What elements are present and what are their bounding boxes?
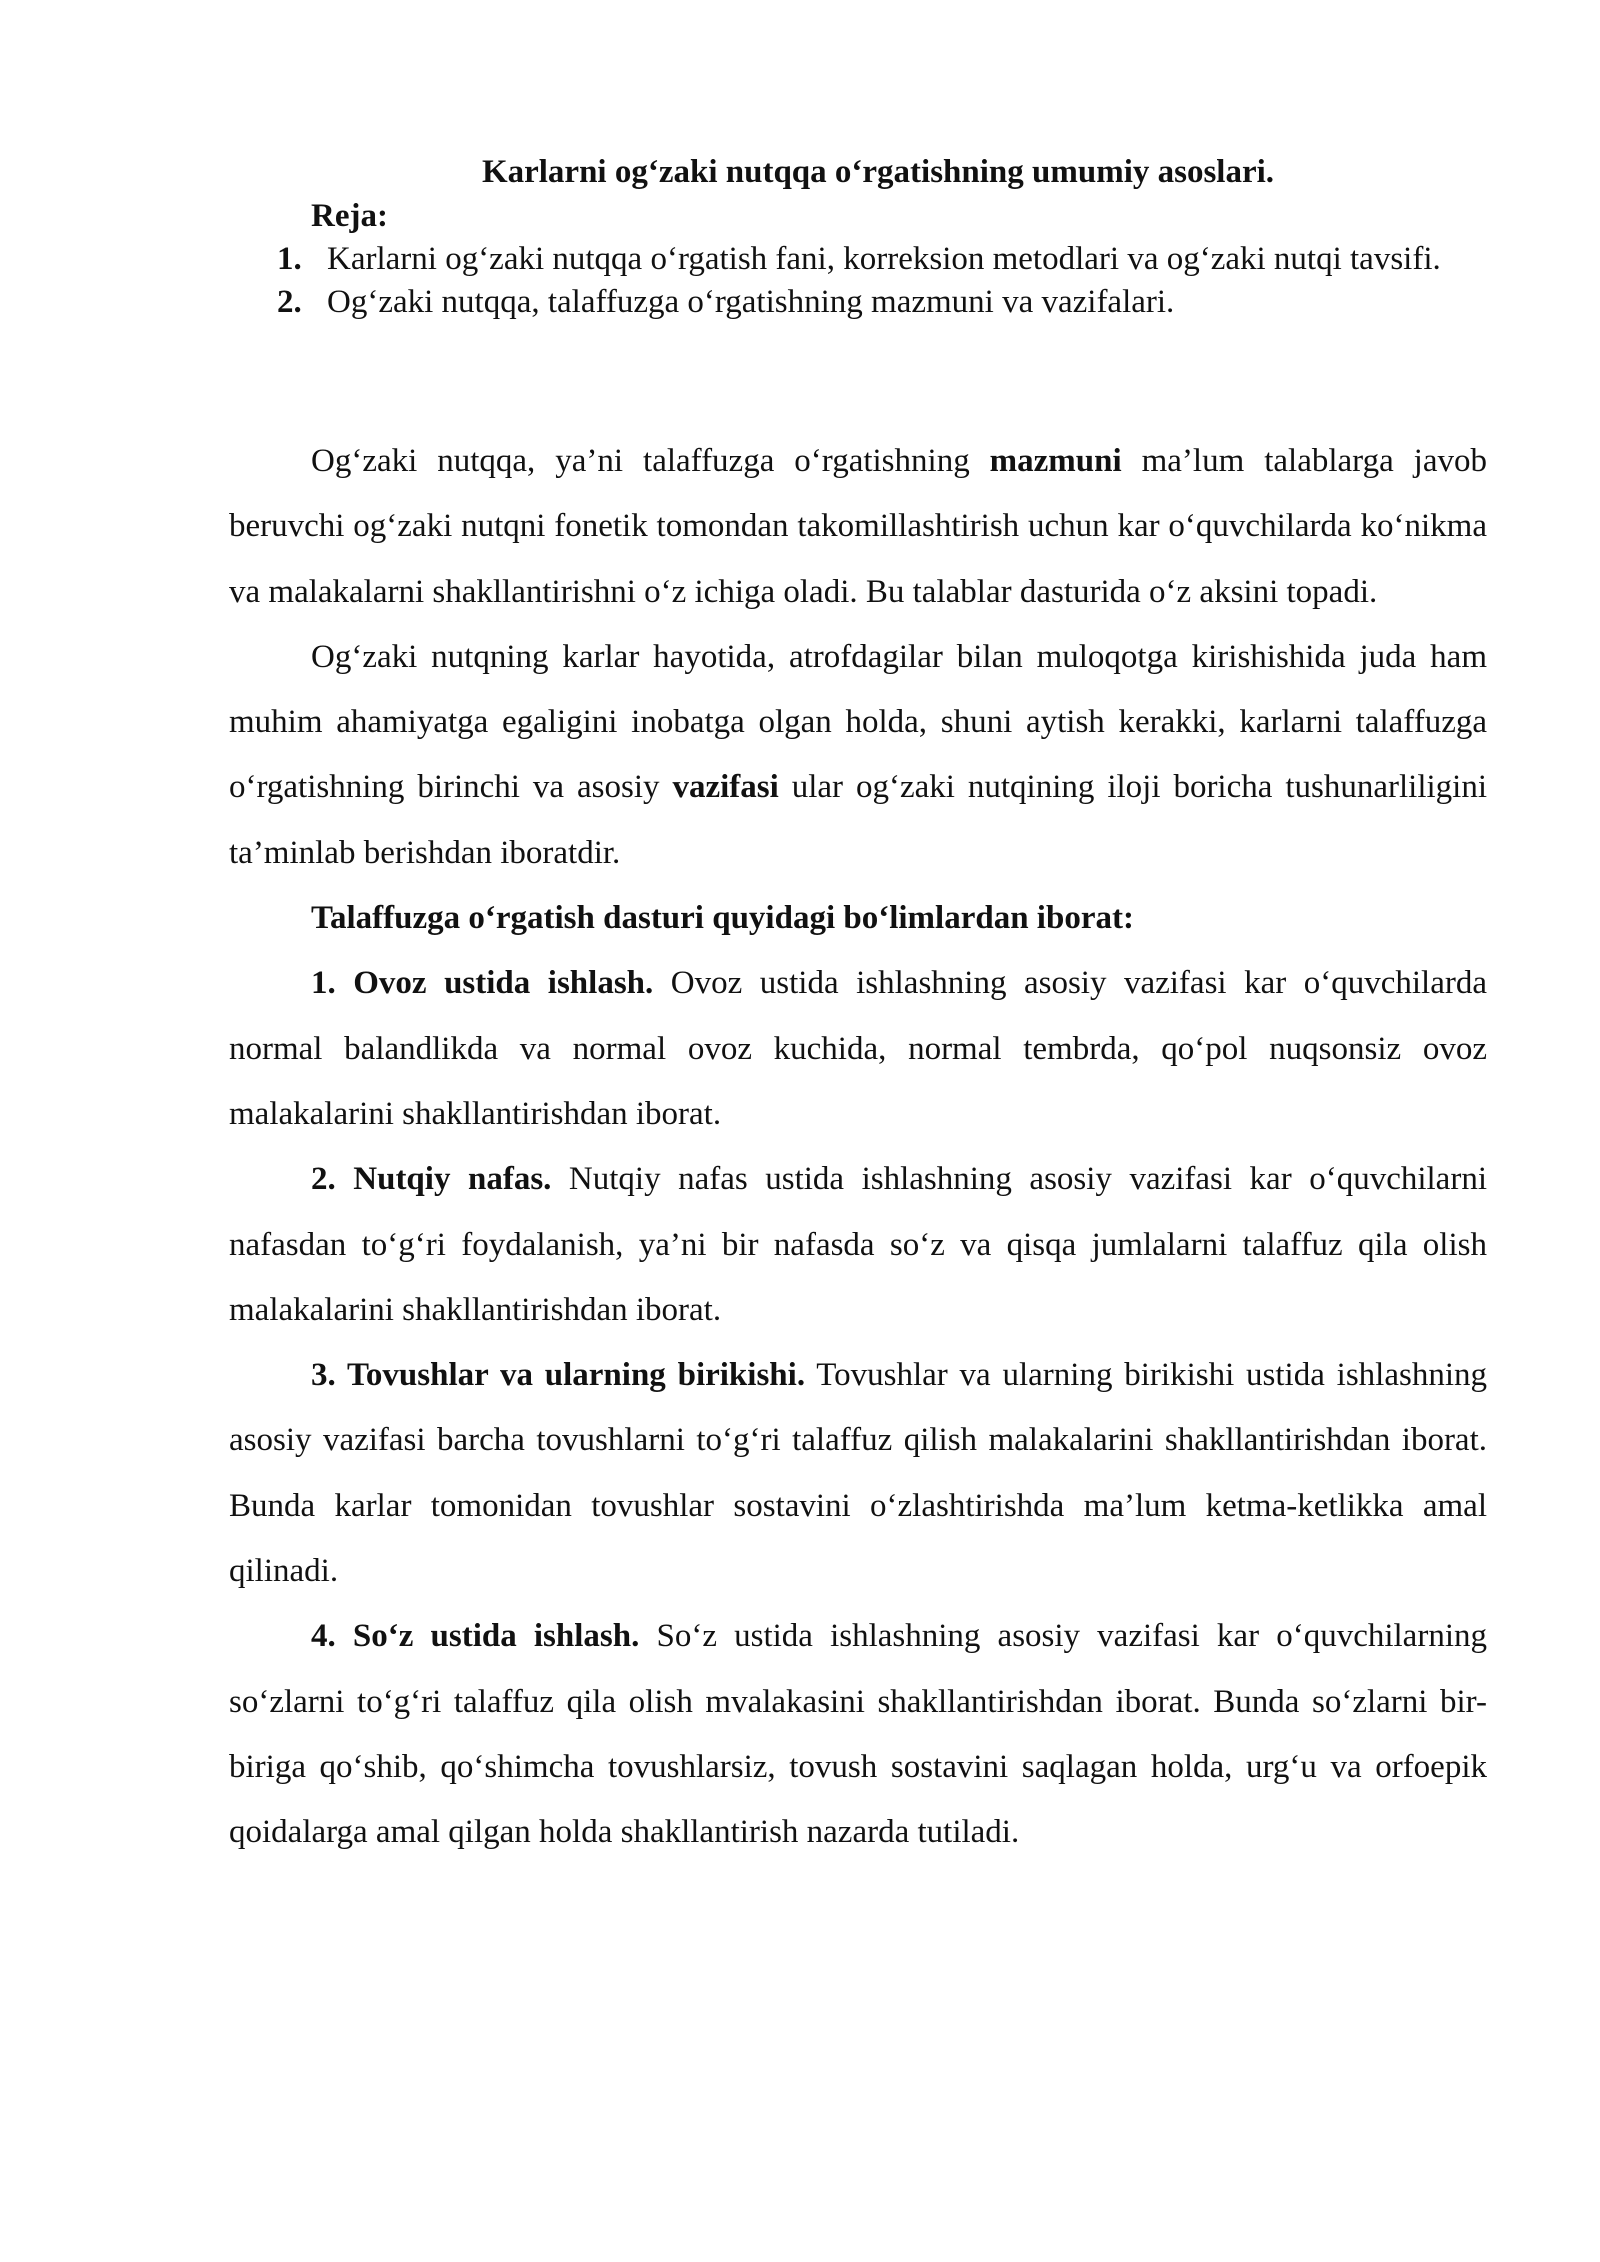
section-word bbox=[229, 1604, 1487, 1865]
body-text bbox=[229, 429, 1487, 1866]
plan-item-text: Og‘zaki nutqqa, talaffuzga o‘rgatishning mazmuni va vazifalari. bbox=[327, 284, 1175, 320]
bold-term: vazifasi bbox=[672, 769, 779, 806]
plan-item-number: 2. bbox=[277, 284, 302, 320]
plan-item bbox=[229, 281, 1487, 324]
plan-label: Reja: bbox=[311, 198, 388, 234]
plan-item bbox=[229, 238, 1487, 281]
section-breathing bbox=[229, 1147, 1487, 1343]
bold-term: mazmuni bbox=[989, 443, 1122, 479]
program-heading: Talaffuzga o‘rgatish dasturi quyidagi bo‘limlardan iborat: bbox=[311, 900, 1134, 937]
section-voice bbox=[229, 951, 1487, 1147]
paragraph-task bbox=[229, 625, 1487, 886]
section-text: Nutqiy nafas ustida ishlashning asosiy vazifasi kar o‘quvchilarni nafasdan to‘g‘ri foydalanish, ya’ni bir nafasda so‘z va qisqa jumlalarni talaffuz qila olish malakalarini shakllantirishdan iborat. bbox=[229, 1161, 1487, 1328]
text-run: Og‘zaki nutqning karlar hayotida, atrofdagilar bilan muloqotga kirishishida juda ham muhim ahamiyatga egaligini inobatga olgan holda, shuni aytish kerakki, karlarni talaffuzga o‘rgatishning birinchi va asosiy bbox=[229, 638, 1487, 806]
section-title: 1. Ovoz ustida ishlash. bbox=[311, 965, 654, 1002]
text-run: Og‘zaki nutqqa, ya’ni talaffuzga o‘rgatishning bbox=[311, 443, 990, 479]
plan-item-number: 1. bbox=[277, 241, 302, 277]
document-title: Karlarni og‘zaki nutqqa o‘rgatishning umumiy asoslari. bbox=[481, 154, 1275, 190]
section-text: Ovoz ustida ishlashning asosiy vazifasi kar o‘quvchilarda normal balandlikda va normal ovoz kuchida, normal tembrda, qo‘pol nuqsonsiz ovoz malakalarini shakllantirishdan iborat. bbox=[229, 965, 1487, 1132]
text-run: ma’lum talablarga javob beruvchi og‘zaki nutqni fonetik tomondan takomillashtirish uchun kar o‘quvchilarda ko‘nikma va malakalarni shakllantirishni o‘z ichiga oladi. Bu talablar dasturida o‘z aksini topadi. bbox=[229, 443, 1487, 610]
section-title: 2. Nutqiy nafas. bbox=[311, 1161, 552, 1198]
section-sounds bbox=[229, 1343, 1487, 1604]
section-text: Tovushlar va ularning birikishi ustida ishlashning asosiy vazifasi barcha tovushlarni to‘g‘ri talaffuz qilish malakalarini shakllantirishdan iborat. Bunda karlar tomonidan tovushlar sostavini o‘zlashtirishda ma’lum ketma-ketlikka amal qilinadi. bbox=[229, 1357, 1487, 1590]
section-title: 4. So‘z ustida ishlash. bbox=[311, 1618, 640, 1655]
section-title: 3. Tovushlar va ularning birikishi. bbox=[311, 1357, 806, 1394]
paragraph-content bbox=[229, 429, 1487, 625]
document-content bbox=[229, 150, 1487, 1866]
text-run: ular og‘zaki nutqining iloji boricha tushunarliligini ta’minlab berishdan iboratdir. bbox=[229, 769, 1487, 871]
plan-list bbox=[229, 238, 1487, 324]
plan-item-text: Karlarni og‘zaki nutqqa o‘rgatish fani, korreksion metodlari va og‘zaki nutqi tavsifi. bbox=[327, 241, 1441, 277]
section-text: So‘z ustida ishlashning asosiy vazifasi kar o‘quvchilarning so‘zlarni to‘g‘ri talaffuz qila olish mvalakasini shakllantirishdan iborat. Bunda so‘zlarni bir-biriga qo‘shib, qo‘shimcha tovushlarsiz, tovush sostavini saqlagan holda, urg‘u va orfoepik qoidalarga amal qilgan holda shakllantirish nazarda tutiladi. bbox=[229, 1618, 1487, 1851]
